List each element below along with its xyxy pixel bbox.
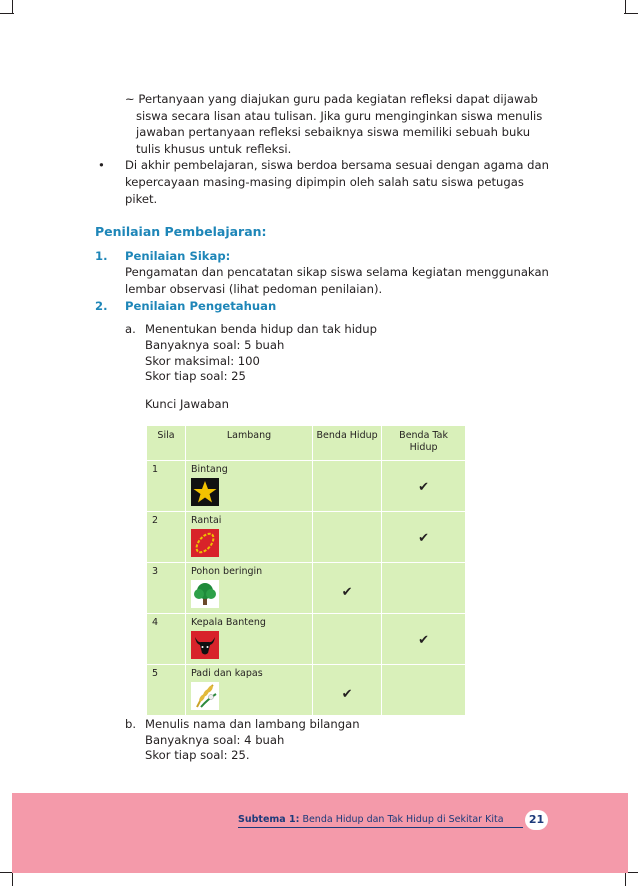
benda-tak-hidup-cell xyxy=(382,563,466,614)
benda-hidup-cell xyxy=(313,461,382,512)
item-label: a. xyxy=(125,322,136,336)
page-number: 21 xyxy=(525,810,548,830)
closing-prayer-line: piket. xyxy=(125,192,158,206)
section-number: 2. xyxy=(95,299,108,313)
lambang-name: Bintang xyxy=(190,464,228,475)
lambang-name: Kepala Banteng xyxy=(190,617,266,628)
checkmark: ✔ xyxy=(418,633,430,648)
crop-mark xyxy=(0,13,14,14)
lambang-name: Pohon beringin xyxy=(190,566,263,577)
reflection-note-line: siswa secara lisan atau tulisan. Jika guru menginginkan siswa menulis xyxy=(136,109,543,123)
bullet-symbol: • xyxy=(98,158,105,172)
section-heading: Penilaian Pembelajaran: xyxy=(95,224,267,239)
banyan-tree-icon xyxy=(191,580,219,608)
checkmark: ✔ xyxy=(418,480,430,495)
footer-underline xyxy=(238,827,523,828)
table-row xyxy=(147,461,466,512)
reflection-note-line: ~ Pertanyaan yang diajukan guru pada kegiatan refleksi dapat dijawab xyxy=(125,92,538,106)
benda-tak-hidup-cell xyxy=(382,665,466,716)
benda-tak-hidup-cell xyxy=(382,461,466,512)
lambang-cell xyxy=(185,563,312,614)
header-benda-tak-hidup: Benda Tak Hidup xyxy=(382,426,466,461)
item-b-line: Skor tiap soal: 25. xyxy=(145,748,250,762)
benda-hidup-cell xyxy=(313,512,382,563)
footer-subtheme-prefix: Subtema 1: xyxy=(238,814,300,825)
answer-key-table xyxy=(146,425,466,716)
reflection-note-line: jawaban pertanyaan refleksi sebaiknya siswa memiliki sebuah buku xyxy=(136,125,531,139)
lambang-cell xyxy=(185,461,312,512)
lambang-cell xyxy=(185,665,312,716)
crop-mark xyxy=(624,13,638,14)
item-a-line: Menentukan benda hidup dan tak hidup xyxy=(145,322,377,336)
crop-mark xyxy=(12,872,13,886)
rice-cotton-icon xyxy=(191,682,219,710)
table-row xyxy=(147,563,466,614)
benda-tak-hidup-cell xyxy=(382,614,466,665)
lambang-name: Rantai xyxy=(190,515,222,526)
lambang-name: Padi dan kapas xyxy=(190,668,263,679)
footer-band xyxy=(12,793,628,873)
item-b-line: Menulis nama dan lambang bilangan xyxy=(145,717,360,731)
table-row xyxy=(147,665,466,716)
item-label: b. xyxy=(125,717,137,731)
section-text-line: lembar observasi (lihat pedoman penilaian). xyxy=(125,282,383,296)
benda-hidup-cell xyxy=(313,563,382,614)
checkmark: ✔ xyxy=(418,531,430,546)
item-b-line: Banyaknya soal: 4 buah xyxy=(145,733,285,747)
benda-tak-hidup-cell xyxy=(382,512,466,563)
star-icon xyxy=(191,478,219,506)
crop-mark xyxy=(625,872,626,886)
section-number: 1. xyxy=(95,249,108,263)
chain-icon xyxy=(191,529,219,557)
table-row xyxy=(147,512,466,563)
footer-subtheme-title: Benda Hidup dan Tak Hidup di Sekitar Kita xyxy=(299,814,504,825)
benda-hidup-cell xyxy=(313,614,382,665)
sila-number: 5 xyxy=(147,665,186,716)
crop-mark xyxy=(12,0,13,14)
item-a-line: Banyaknya soal: 5 buah xyxy=(145,338,285,352)
footer-subtheme xyxy=(238,814,504,825)
item-a-line: Skor maksimal: 100 xyxy=(145,354,260,368)
checkmark: ✔ xyxy=(341,687,353,702)
closing-prayer-line: Di akhir pembelajaran, siswa berdoa bersama sesuai dengan agama dan xyxy=(125,158,549,172)
sila-number: 4 xyxy=(147,614,186,665)
header-sila: Sila xyxy=(147,426,186,461)
sila-number: 3 xyxy=(147,563,186,614)
table-row xyxy=(147,614,466,665)
table-header-row xyxy=(147,426,466,461)
checkmark: ✔ xyxy=(341,585,353,600)
bull-head-icon xyxy=(191,631,219,659)
section-text-line: Pengamatan dan pencatatan sikap siswa selama kegiatan menggunakan xyxy=(125,265,549,279)
sila-number: 2 xyxy=(147,512,186,563)
section-title-sikap: Penilaian Sikap: xyxy=(125,249,231,263)
reflection-note-line: tulis khusus untuk refleksi. xyxy=(136,142,292,156)
crop-mark xyxy=(625,0,626,14)
lambang-cell xyxy=(185,614,312,665)
header-lambang: Lambang xyxy=(185,426,312,461)
answer-key-label: Kunci Jawaban xyxy=(145,397,229,411)
benda-hidup-cell xyxy=(313,665,382,716)
header-benda-hidup: Benda Hidup xyxy=(313,426,382,461)
item-a-line: Skor tiap soal: 25 xyxy=(145,369,246,383)
closing-prayer-line: kepercayaan masing-masing dipimpin oleh salah satu siswa petugas xyxy=(125,175,524,189)
section-title-pengetahuan: Penilaian Pengetahuan xyxy=(125,299,277,313)
lambang-cell xyxy=(185,512,312,563)
sila-number: 1 xyxy=(147,461,186,512)
